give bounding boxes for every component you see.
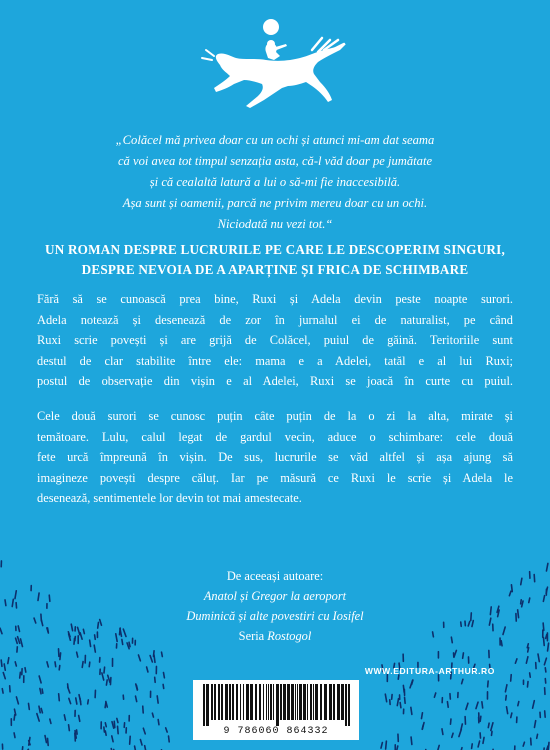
quote-block [40,130,510,235]
quote-line: că voi avea tot timpul senzația asta, că-l văd doar pe jumătate [117,154,433,168]
paragraph-line: Ruxi scrie povești și are grijă de Colăcel, puiul de găină. Teritoriile sunt [37,333,513,347]
headline [30,240,520,280]
paragraph-line: postul de observație din vișin e al Adelei, Ruxi se joacă în curte cu puiul. [37,374,513,388]
other-work-title: Anatol și Gregor la aeroport [203,589,347,603]
series-line: Seria Rostogol [238,629,312,643]
quote-line: Niciodată nu vezi tot.“ [217,217,333,231]
quote-line: și că cealaltă latură a lui o să-mi fie inaccesibilă. [149,175,401,189]
isbn-barcode [193,680,359,740]
quote-line: Așa sunt și oamenii, parcă ne privim mereu doar cu un ochi. [122,196,428,210]
horse-with-rider-and-sun-icon [200,10,350,120]
paragraph-line: desenează, sentimentele lor devin tot mai amestecate. [37,491,302,505]
paragraph-line: temătoare. Lulu, calul legat de gardul vecin, aduce o schimbare: cele două [37,429,513,444]
publisher-website: WWW.EDITURA-ARTHUR.RO [364,666,495,676]
headline-line: DESPRE NEVOIA DE A APARȚINE ȘI FRICA DE SCHIMBARE [81,262,469,277]
paragraph-line: destul de clar stabilite între ele: mama e a Adelei, tatăl e al lui Ruxi; [37,353,513,368]
paragraph-line: Fără să se cunoască prea bine, Ruxi și Adela devin peste noapte surori. [37,292,513,306]
other-works [150,566,400,646]
description-paragraph-2 [37,406,513,509]
description-paragraph-1 [37,289,513,392]
paragraph-line: imagineze povești despre căluț. Iar pe măsură ce Ruxi le scrie și Adela le [37,470,513,485]
isbn-number: 9 786060 864332 [223,726,329,737]
paragraph-line: fete urcă împreună în vișin. De sus, lucrurile se văd altfel și așa ajung să [37,450,513,464]
headline-line: UN ROMAN DESPRE LUCRURILE PE CARE LE DESCOPERIM SINGURI, [45,242,505,257]
quote-line: „Colăcel mă privea doar cu un ochi și atunci mi-am dat seama [115,133,435,147]
other-work-title: Duminică și alte povestiri cu Iosifel [186,609,364,623]
paragraph-line: Adela notează și desenează de zor în jurnalul ei de naturalist, pe când [37,312,513,327]
paragraph-line: Cele două surori se cunosc puțin câte puțin de la o zi la alta, mirate și [37,409,513,423]
other-works-heading: De aceeași autoare: [226,569,324,583]
